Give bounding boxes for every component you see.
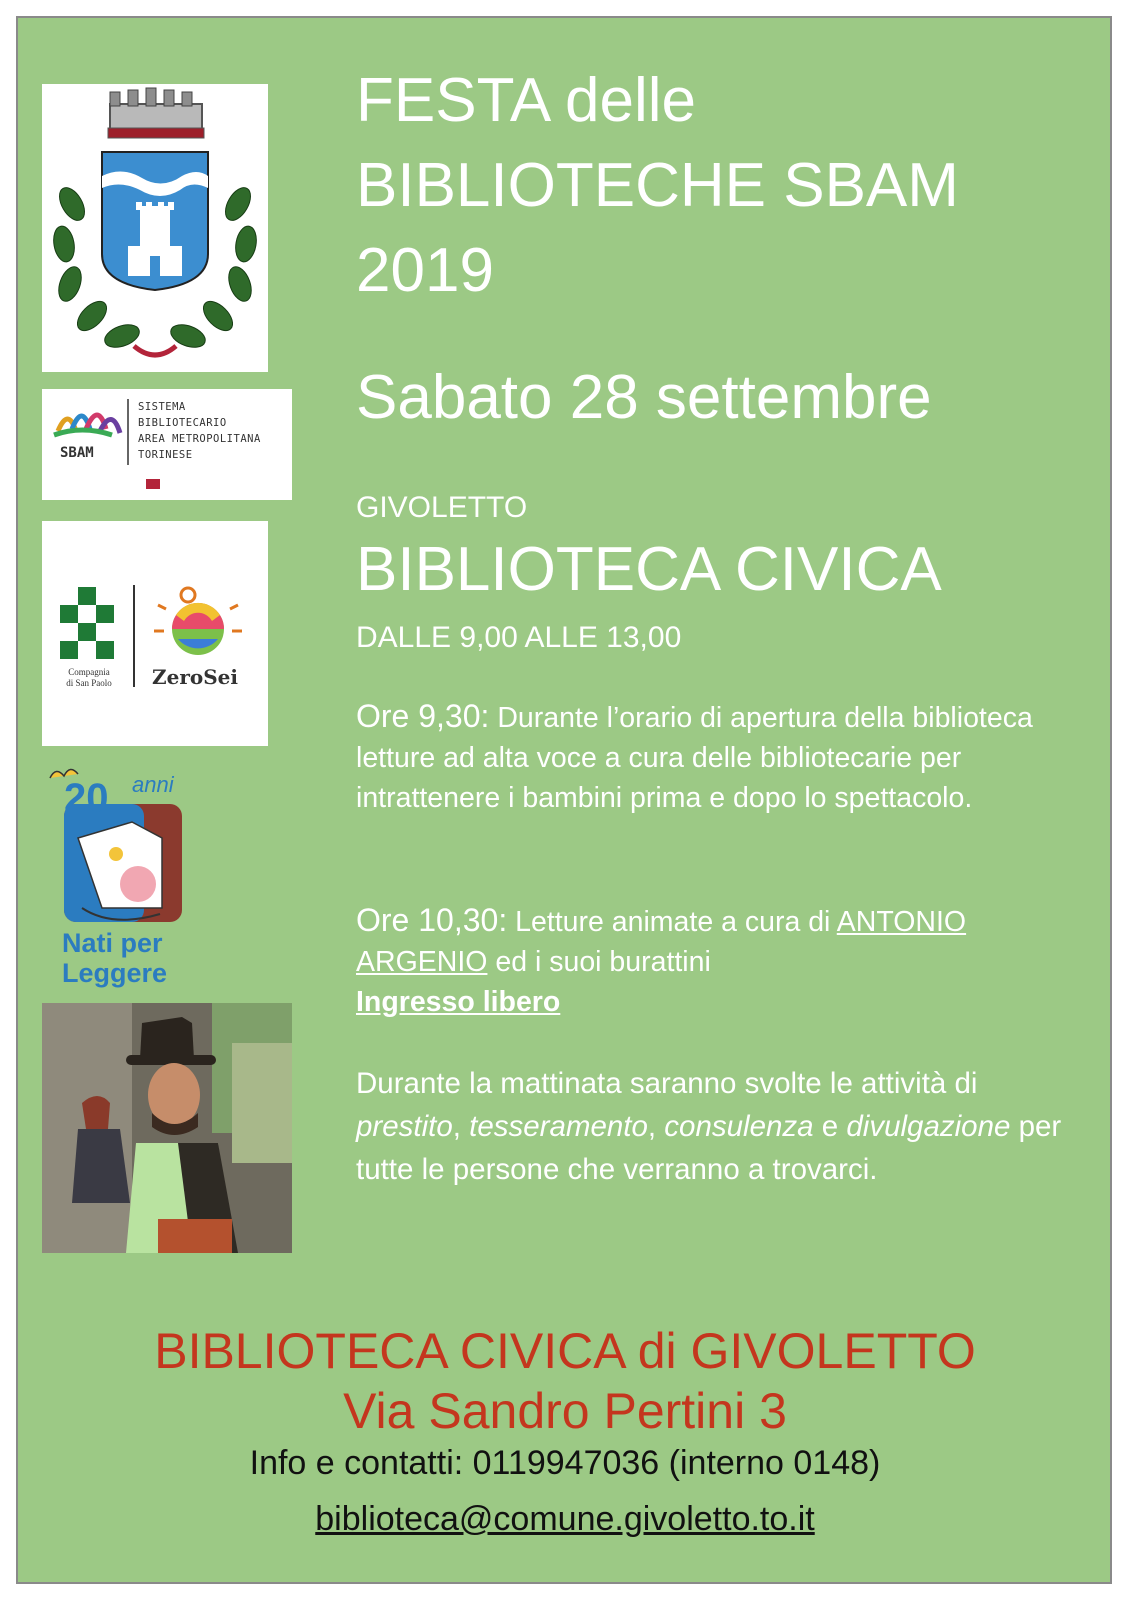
puppeteer-photo xyxy=(42,1003,292,1253)
page-title xyxy=(356,58,959,313)
zerosei-logo xyxy=(42,521,268,746)
compagnia-label xyxy=(54,667,124,689)
event-1 xyxy=(356,696,1076,818)
sbam-text-line: AREA METROPOLITANA xyxy=(138,433,261,445)
activity-divulgazione: divulgazione xyxy=(846,1110,1011,1143)
free-entry-link[interactable]: Ingresso libero xyxy=(356,986,561,1018)
event-1-text: Durante l’orario di apertura della biblioteca letture ad alta voce a cura delle bibliotecarie per intrattenere i bambini prima e dopo lo spettacolo. xyxy=(356,702,1033,814)
title-line-3: 2019 xyxy=(356,236,494,305)
venue-name: BIBLIOTECA CIVICA xyxy=(356,535,942,604)
sbam-logo xyxy=(42,389,292,500)
title-line-1: FESTA delle xyxy=(356,66,697,135)
compagnia-checker-icon xyxy=(42,521,268,746)
footer-address: Via Sandro Pertini 3 xyxy=(343,1383,787,1439)
npl-years: 20 xyxy=(64,776,109,820)
activity-consulenza: consulenza xyxy=(664,1110,814,1143)
activities-text-1: Durante la mattinata saranno svolte le attività di xyxy=(356,1067,978,1100)
sbam-text-line: TORINESE xyxy=(138,449,193,461)
activities-paragraph xyxy=(356,1062,1076,1191)
puppeteer-photo-image xyxy=(42,1003,292,1253)
activities-text-2: e xyxy=(821,1110,839,1143)
event-2-performer-link[interactable]: ANTONIO ARGENIO xyxy=(356,906,967,978)
sbam-text-line: BIBLIOTECARIO xyxy=(138,417,227,429)
compagnia-line: Compagnia xyxy=(68,667,110,677)
event-2-text-a: Letture animate a cura di xyxy=(515,906,831,938)
venue-hours: DALLE 9,00 ALLE 13,00 xyxy=(356,621,682,654)
sbam-description xyxy=(138,399,261,463)
coat-of-arms-logo xyxy=(42,84,268,372)
activity-tesseramento: tesseramento xyxy=(469,1110,648,1143)
event-date: Sabato 28 settembre xyxy=(356,363,932,432)
event-2 xyxy=(356,900,1076,1022)
event-1-time: Ore 9,30: xyxy=(356,698,490,734)
npl-line2: Leggere xyxy=(62,958,168,988)
event-2-time: Ore 10,30: xyxy=(356,902,508,938)
title-line-2: BIBLIOTECHE SBAM xyxy=(356,151,959,220)
compagnia-line: di San Paolo xyxy=(66,678,112,688)
zerosei-label: ZeroSei xyxy=(152,665,238,689)
npl-line1: Nati per xyxy=(62,928,163,958)
footer-contacts: Info e contatti: 0119947036 (interno 0148) xyxy=(249,1444,881,1482)
activities-comma: , xyxy=(647,1110,657,1143)
venue-town: GIVOLETTO xyxy=(356,491,528,524)
sbam-short-label: SBAM xyxy=(60,445,94,461)
footer-library-name: BIBLIOTECA CIVICA di GIVOLETTO xyxy=(154,1323,976,1379)
activity-prestito: prestito xyxy=(356,1110,453,1143)
nati-per-leggere-logo xyxy=(42,758,192,994)
sbam-text-line: SISTEMA xyxy=(138,401,186,413)
activities-text-3: per tutte le persone che verranno a trovarci. xyxy=(356,1110,1062,1186)
activities-comma: , xyxy=(452,1110,461,1143)
event-2-text-b: ed i suoi burattini xyxy=(495,946,711,978)
coat-of-arms-icon xyxy=(42,84,268,372)
npl-anni: anni xyxy=(132,772,174,797)
footer-email-link[interactable]: biblioteca@comune.givoletto.to.it xyxy=(315,1500,815,1538)
